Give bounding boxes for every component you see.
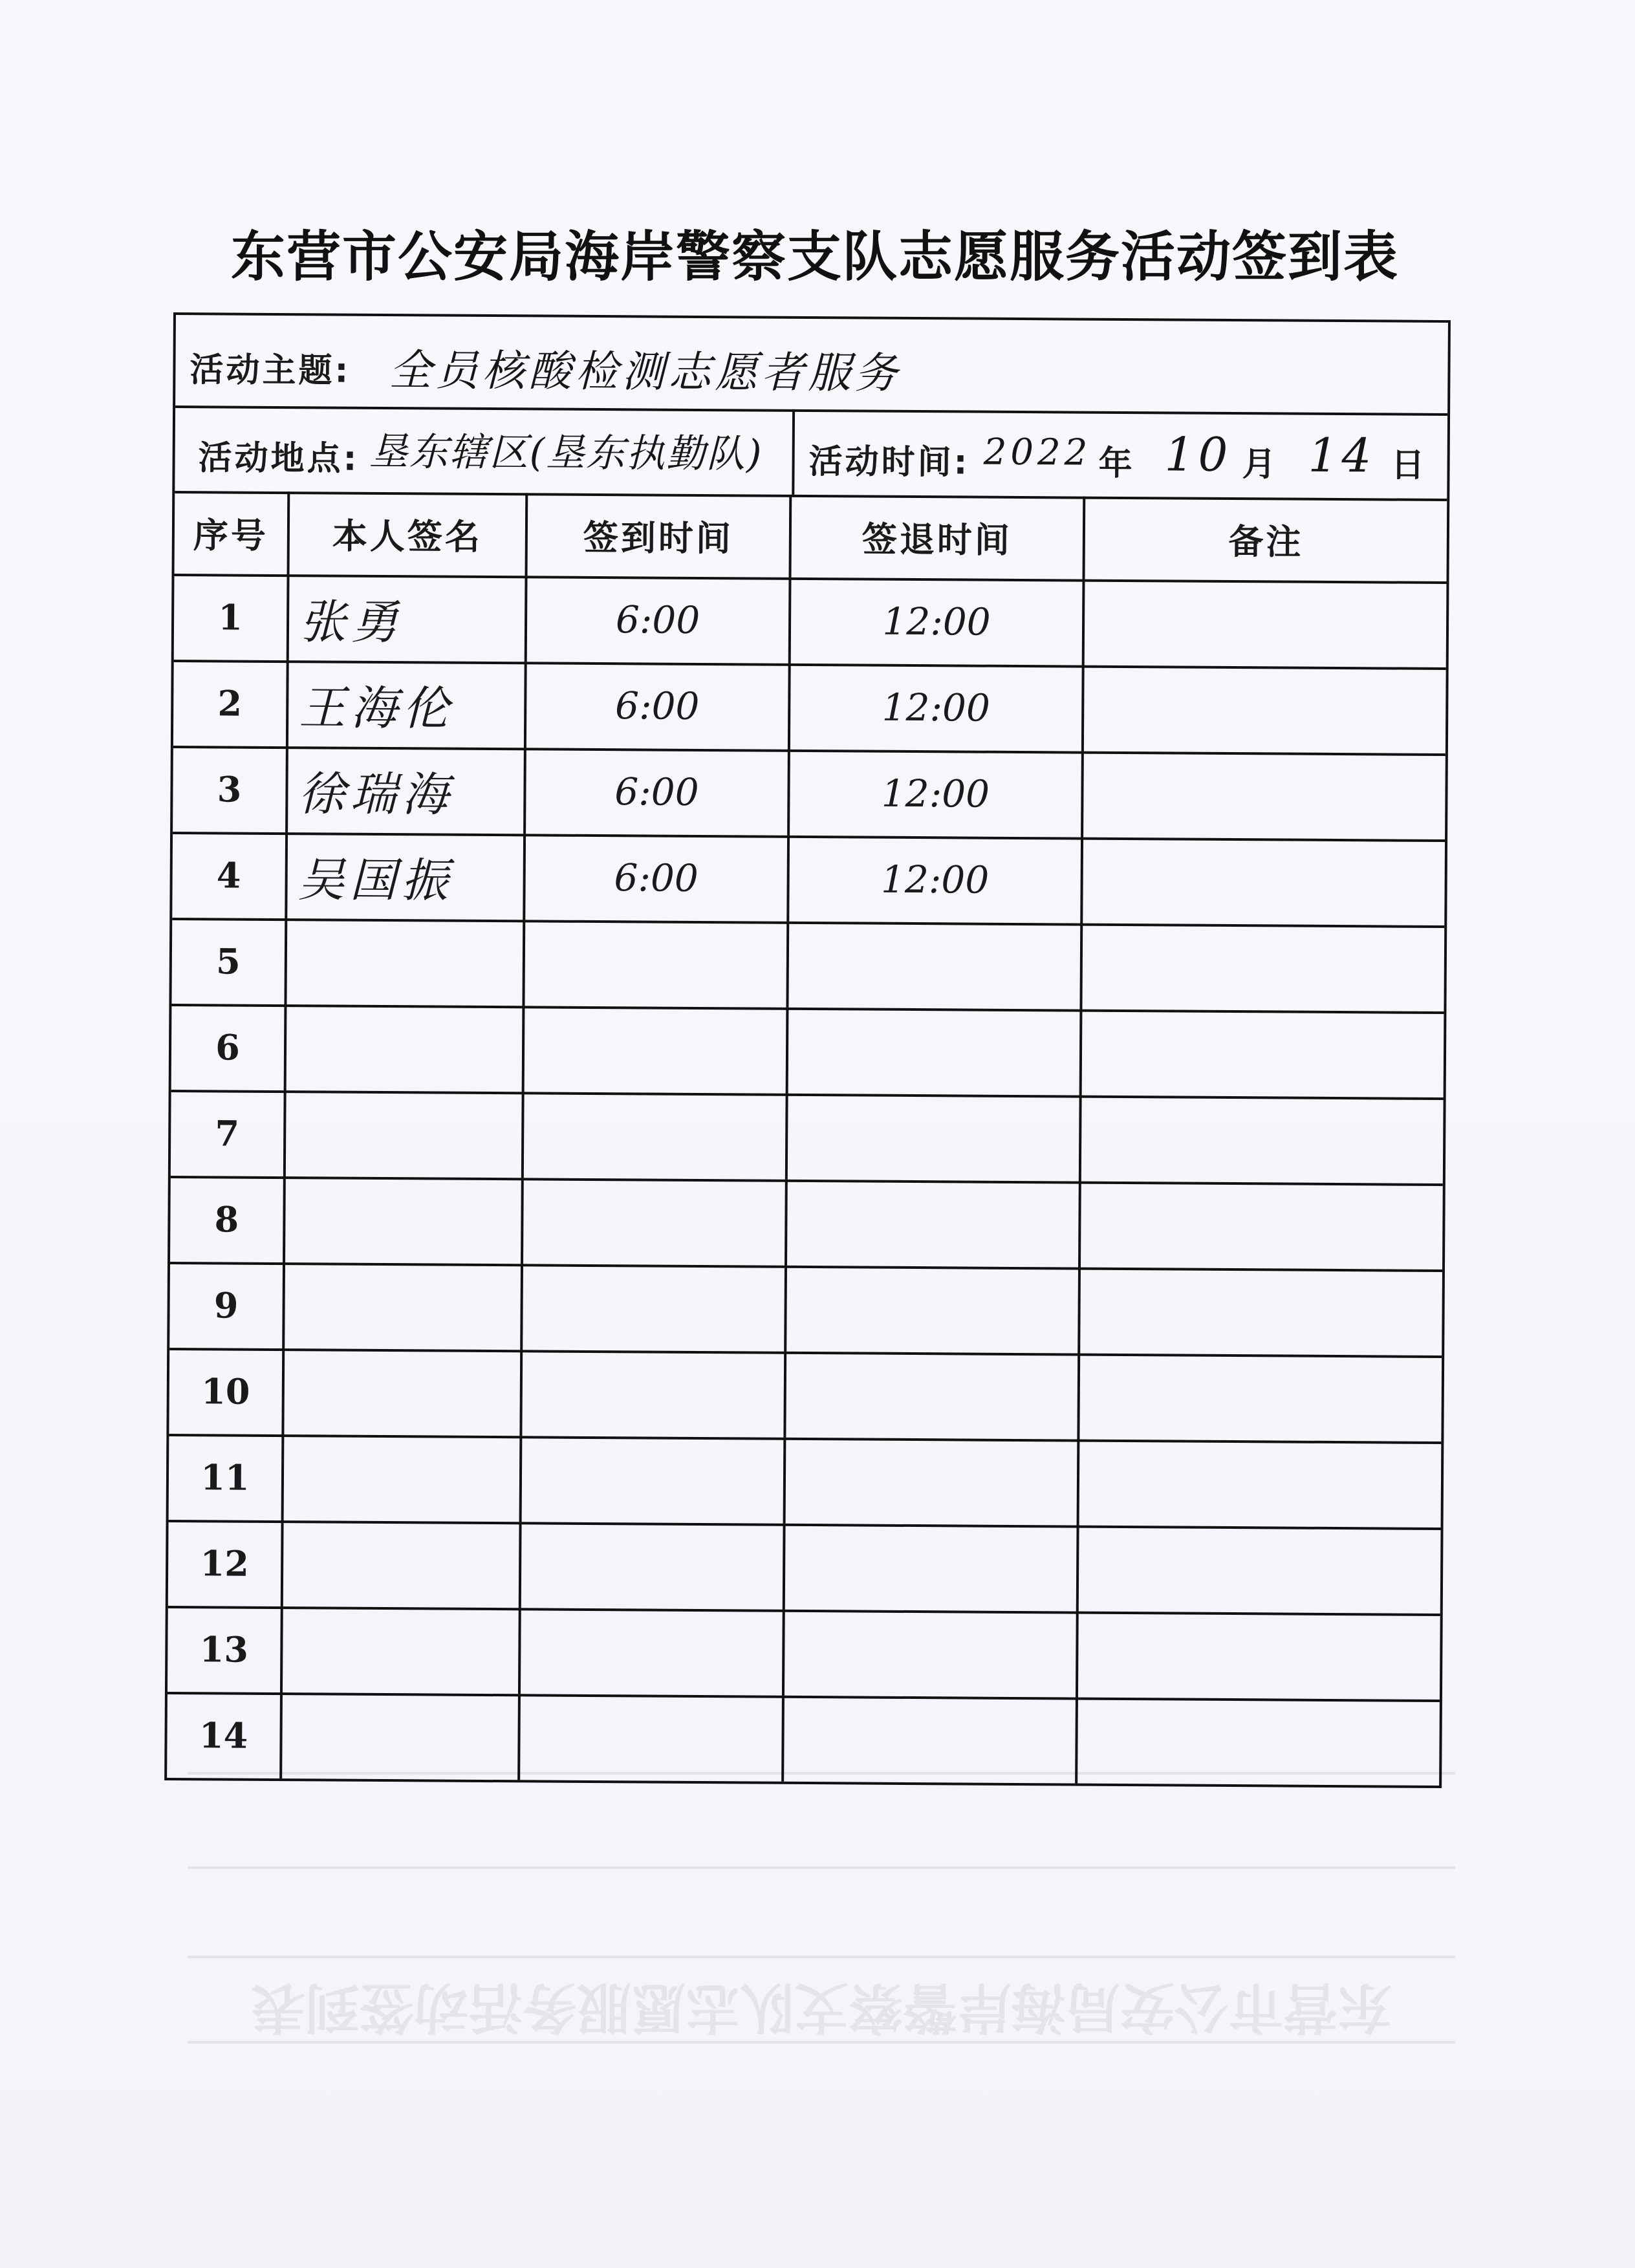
remarks-cell: [1082, 1010, 1444, 1097]
signature-cell: [283, 1520, 522, 1608]
table-header-row: [175, 491, 1447, 584]
signature-cell: 吴国振: [287, 832, 526, 920]
table-row: [169, 1348, 1442, 1444]
remarks-cell: [1077, 1698, 1440, 1786]
sign-in-time-cell: [523, 1178, 788, 1265]
table-row: [170, 1176, 1443, 1272]
remarks-cell: [1079, 1526, 1441, 1614]
remarks-cell: [1084, 665, 1446, 753]
serial-cell: 7: [171, 1090, 287, 1176]
serial-cell: 14: [167, 1692, 283, 1778]
table-row: [168, 1520, 1441, 1616]
sign-out-time-cell: [784, 1696, 1078, 1784]
sign-in-time-cell: 6:00: [526, 662, 791, 749]
remarks-cell: [1082, 923, 1444, 1011]
sign-in-form: [164, 312, 1451, 1788]
serial-cell: 3: [173, 746, 288, 832]
serial-cell: 4: [172, 832, 288, 918]
activity-place-time-row: [175, 405, 1447, 501]
serial-cell: 12: [168, 1520, 284, 1606]
sign-in-time-cell: [521, 1522, 786, 1609]
sign-out-time-cell: 12:00: [790, 664, 1085, 751]
signature-cell: [285, 1262, 523, 1350]
sign-in-time-cell: [522, 1436, 786, 1523]
remarks-cell: [1083, 751, 1446, 839]
sign-in-time-cell: [525, 1006, 789, 1093]
table-row: [169, 1434, 1442, 1530]
sign-out-time-cell: [788, 1094, 1082, 1182]
table-row: [172, 832, 1445, 928]
header-serial: 序号: [175, 491, 290, 574]
serial-cell: 2: [173, 660, 289, 746]
signature-cell: 张勇: [289, 574, 528, 662]
sign-in-time-cell: [520, 1694, 785, 1781]
place-label: 活动地点:: [198, 438, 360, 479]
remarks-cell: [1078, 1612, 1440, 1700]
serial-cell: 8: [170, 1176, 286, 1262]
remarks-cell: [1080, 1268, 1442, 1355]
signature-cell: [287, 1004, 525, 1092]
serial-cell: 9: [169, 1262, 285, 1348]
table-row: [171, 918, 1444, 1014]
serial-cell: 1: [174, 574, 290, 660]
place-time-divider: [792, 409, 795, 495]
month-value: 10: [1164, 427, 1232, 482]
sign-in-time-cell: [522, 1350, 786, 1437]
sign-out-time-cell: [786, 1352, 1080, 1440]
sign-in-time-cell: 6:00: [527, 576, 792, 663]
signature-cell: [283, 1606, 521, 1694]
sign-out-time-cell: [786, 1438, 1080, 1526]
theme-value: 全员核酸检测志愿者服务: [389, 345, 902, 398]
table-row: [171, 1004, 1444, 1100]
year-unit: 年: [1098, 444, 1135, 484]
place-value: 垦东辖区(垦东执勤队): [369, 429, 763, 477]
sign-in-time-cell: 6:00: [526, 748, 790, 835]
activity-theme-row: [175, 315, 1448, 416]
table-row: [169, 1262, 1442, 1358]
sign-in-time-cell: [523, 1264, 787, 1351]
remarks-cell: [1079, 1440, 1442, 1528]
table-row: [171, 1090, 1444, 1186]
sign-out-time-cell: [788, 1008, 1083, 1096]
serial-cell: 11: [169, 1434, 285, 1520]
sign-out-time-cell: [788, 922, 1083, 1010]
day-unit: 日: [1391, 446, 1427, 485]
table-row: [173, 746, 1446, 842]
signature-cell: [284, 1434, 523, 1522]
signature-cell: [282, 1692, 521, 1780]
remarks-cell: [1079, 1354, 1442, 1442]
serial-cell: 6: [171, 1004, 287, 1090]
document-title: 东营市公安局海岸警察支队志愿服务活动签到表: [230, 224, 1399, 288]
month-unit: 月: [1242, 445, 1279, 484]
day-value: 14: [1308, 427, 1376, 483]
table-row: [173, 660, 1446, 756]
remarks-cell: [1083, 837, 1445, 925]
sign-in-time-cell: 6:00: [525, 834, 790, 921]
sign-out-time-cell: 12:00: [789, 836, 1083, 923]
signature-cell: [285, 1176, 524, 1264]
remarks-cell: [1085, 579, 1447, 667]
serial-cell: 13: [168, 1606, 283, 1692]
serial-cell: 10: [169, 1348, 285, 1434]
table-row: [168, 1606, 1440, 1702]
sign-out-time-cell: 12:00: [791, 578, 1085, 665]
signature-cell: [284, 1348, 523, 1436]
time-label: 活动时间:: [808, 442, 970, 482]
sign-out-time-cell: [785, 1524, 1079, 1612]
signature-cell: 徐瑞海: [288, 746, 526, 834]
sign-in-time-cell: [525, 920, 789, 1007]
signature-cell: 王海伦: [288, 660, 527, 748]
sign-out-time-cell: [785, 1610, 1079, 1698]
sign-out-time-cell: 12:00: [790, 750, 1084, 837]
remarks-cell: [1081, 1096, 1444, 1183]
signature-cell: [286, 1090, 525, 1178]
remarks-cell: [1081, 1182, 1443, 1269]
sign-in-time-cell: [521, 1608, 785, 1695]
header-sign-out-time: 签退时间: [792, 495, 1086, 579]
header-remarks: 备注: [1228, 521, 1304, 563]
sign-in-time-cell: [524, 1092, 788, 1179]
table-row: [174, 574, 1447, 670]
bleed-through-title: 东营市公安局海岸警察支队志愿服务活动签到表: [251, 1976, 1392, 2040]
theme-label: 活动主题:: [189, 351, 351, 391]
header-sign-in-time: 签到时间: [528, 493, 792, 577]
year-value: 2022: [983, 431, 1092, 474]
sign-out-time-cell: [786, 1266, 1081, 1354]
serial-cell: 5: [171, 918, 287, 1004]
table-row: [167, 1692, 1440, 1786]
sign-out-time-cell: [787, 1180, 1081, 1268]
header-signature: 本人签名: [290, 491, 528, 576]
signature-cell: [287, 918, 525, 1006]
